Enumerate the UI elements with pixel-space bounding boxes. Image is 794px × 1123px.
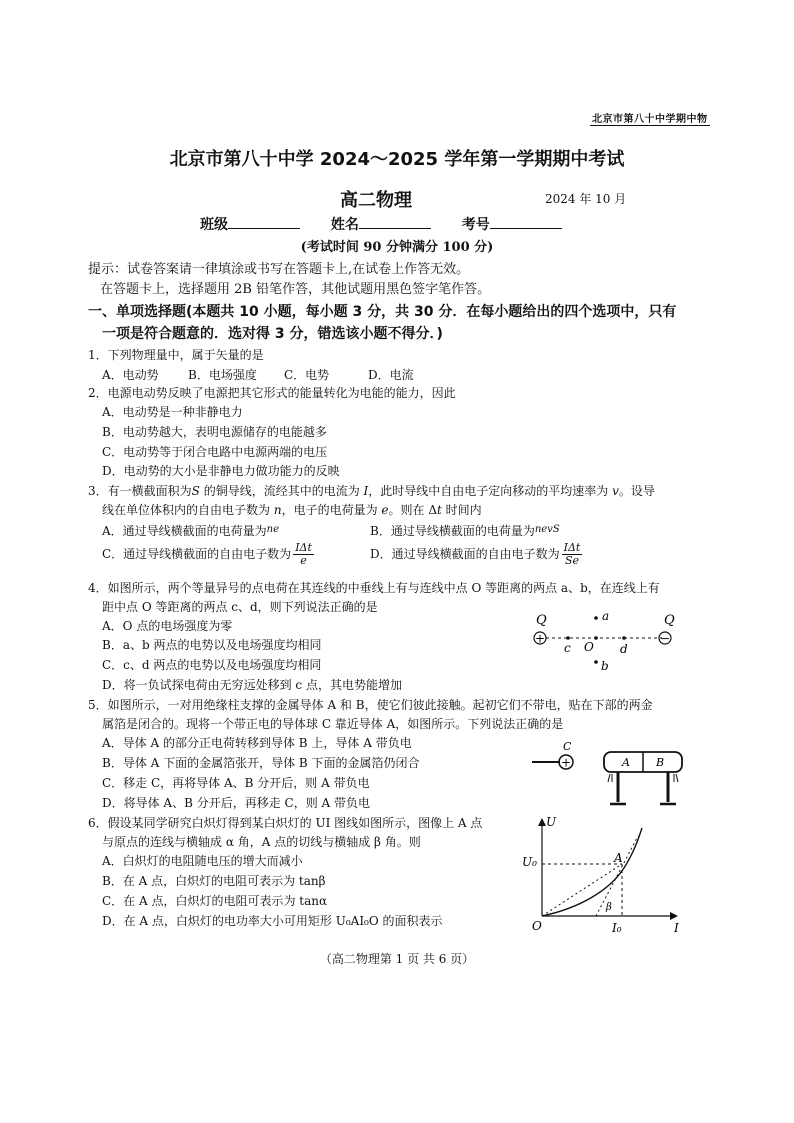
q4-stem-line-1: 4．如图所示，两个等量异号的点电荷在其连线的中垂线上有与连线中点 O 等距离的两点 a、b，在连线上有 (88, 581, 660, 595)
q6-fig-i-axis-arrow (670, 912, 678, 920)
q3-option-a-text: A．通过导线横截面的电荷量为 (102, 524, 267, 538)
q3-var-n: n (273, 503, 282, 517)
q3-stem-part-3: ，此时导线中自由电子定向移动的平均速率为 (368, 484, 613, 498)
class-field-label: 班级 (200, 217, 228, 233)
q3-stem-part-1: 3．有一横截面积为 (88, 484, 192, 498)
q5-option-c: C．移走 C，再将导体 A、B 分开后，则 A 带负电 (102, 776, 370, 790)
q6-ui-graph (520, 812, 686, 938)
q4-fig-point-o (594, 636, 598, 640)
q3-option-b-text: B．通过导线横截面的电荷量为 (370, 524, 535, 538)
tip-line-1: 提示：试卷答案请一律填涂或书写在答题卡上,在试卷上作答无效。 (88, 262, 470, 277)
q6-stem-line-2: 与原点的连线与横轴成 α 角，A 点的切线与横轴成 β 角。则 (102, 835, 421, 849)
q3-line2-part-d: 时间内 (441, 503, 482, 517)
exam-date: 2024 年 10 月 (545, 192, 627, 206)
exam-time: (考试时间 90 分钟满分 100 分) (300, 240, 494, 255)
q3-option-a-expr: ne (266, 524, 280, 535)
q3-option-d-fraction (562, 542, 583, 567)
q5-option-d: D．将导体 A、B 分开后，再移走 C，则 A 带负电 (102, 796, 371, 810)
section-1-line-2: 一项是符合题意的．选对得 3 分，错选该小题不得分．) (102, 326, 443, 342)
subject-title: 高二物理 (340, 190, 412, 211)
q2-option-b: B．电动势越大，表明电源储存的电能越多 (102, 425, 327, 439)
q3-option-d (370, 542, 584, 567)
q6-option-d: D．在 A 点，白炽灯的电功率大小可用矩形 U₀AI₀O 的面积表示 (102, 914, 443, 928)
q5-stem-line-2: 属箔是闭合的。现将一个带正电的导体球 C 靠近导体 A，如图所示。下列说法正确的是 (102, 717, 564, 731)
q4-fig-point-d (622, 636, 626, 640)
q6-fig-ui-curve (542, 828, 642, 916)
q6-option-c: C．在 A 点，白炽灯的电阻可表示为 tanα (102, 894, 328, 908)
q6-fig-u-axis-arrow (538, 818, 546, 826)
q4-option-d: D．将一负试探电荷由无穷远处移到 c 点，其电势能增加 (102, 678, 402, 692)
q5-fig-label-c: C (563, 740, 572, 753)
header-tag: 北京市第八十中学期中物 (590, 110, 710, 126)
q6-fig-label-i0: I₀ (612, 921, 622, 935)
q4-fig-minus-sign: − (659, 631, 671, 646)
q2-option-d: D．电动势的大小是非静电力做功能力的反映 (102, 464, 340, 478)
q3-var-e: e (381, 503, 389, 517)
q3-stem-part-4: 。设导 (618, 484, 655, 498)
q4-option-b: B．a、b 两点的电势以及电场强度均相同 (102, 638, 322, 652)
q2-stem: 2．电源电动势反映了电源把其它形式的能量转化为电能的能力，因此 (88, 386, 456, 400)
q4-fig-label-d: d (620, 642, 628, 656)
q4-fig-label-o: O (584, 640, 594, 654)
q2-option-c: C．电动势等于闭合电路中电源两端的电压 (102, 445, 328, 459)
q4-fig-label-b: b (601, 659, 609, 673)
q3-line2-part-b: ，电子的电荷量为 (281, 503, 382, 517)
q3-stem-line-1 (88, 482, 655, 501)
q3-option-b (370, 520, 560, 542)
q5-fig-foil-a1 (608, 774, 610, 782)
q4-fig-label-q-left: Q (536, 613, 547, 628)
q3-var-s: S (191, 484, 200, 498)
q4-option-c: C．c、d 两点的电势以及电场强度均相同 (102, 658, 322, 672)
id-field-label: 考号 (461, 217, 490, 233)
q4-fig-point-b (594, 660, 598, 664)
q3-option-b-expr: nevS (534, 524, 560, 535)
q4-stem-line-2: 距中点 O 等距离的两点 c、d，则下列说法正确的是 (102, 600, 378, 614)
q3-option-a (102, 520, 279, 542)
q6-option-a: A．白炽灯的电阻随电压的增大而减小 (102, 854, 303, 868)
q5-fig-foil-b2 (676, 774, 678, 782)
id-field-blank (490, 214, 562, 229)
q5-fig-label-b: B (655, 756, 665, 769)
q3-option-c (102, 542, 316, 567)
q3-option-c-fraction (293, 542, 314, 567)
q6-fig-label-u0: U₀ (522, 855, 537, 869)
q5-stem-line-1: 5．如图所示，一对用绝缘柱支撑的金属导体 A 和 B，使它们彼此接触。起初它们不带电，贴在下部的两金 (88, 698, 653, 712)
q4-option-a: A．O 点的电场强度为零 (102, 619, 233, 633)
q4-fig-label-c: c (564, 641, 571, 655)
name-field-blank (359, 214, 431, 229)
q3-var-v: v (612, 484, 619, 498)
tip-line-2: 在答题卡上，选择题用 2B 铅笔作答，其他试题用黑色签字笔作答。 (100, 282, 491, 297)
q6-fig-label-u: U (546, 815, 557, 829)
q1-option-c: C．电势 (284, 368, 330, 382)
q5-conductors-figure (530, 738, 690, 812)
section-1-line-1: 一、单项选择题(本题共 10 小题，每小题 3 分，共 30 分．在每小题给出的四个选项中，只有 (88, 304, 677, 320)
q3-stem-part-2: 的铜导线，流经其中的电流为 (199, 484, 364, 498)
q1-option-b: B．电场强度 (188, 368, 257, 382)
q3-line2-part-c: 。则在 Δ (388, 503, 437, 517)
q5-fig-plus-sign: + (560, 755, 572, 770)
exam-title: 北京市第八十中学 2024～2025 学年第一学期期中考试 (169, 149, 625, 170)
q5-option-b: B．导体 A 下面的金属箔张开，导体 B 下面的金属箔仍闭合 (102, 756, 420, 770)
q6-option-b: B．在 A 点，白炽灯的电阻可表示为 tanβ (102, 874, 326, 888)
q6-fig-label-beta: β (606, 902, 612, 913)
q6-fig-label-o: O (532, 919, 542, 933)
q3-option-d-text: D．通过导线横截面的自由电子数为 (370, 547, 560, 561)
q2-option-a: A．电动势是一种非静电力 (102, 405, 243, 419)
q3-line2-part-a: 线在单位体积内的自由电子数为 (102, 503, 274, 517)
q4-fig-point-a (594, 616, 598, 620)
q3-option-c-text: C．通过导线横截面的自由电子数为 (102, 547, 292, 561)
q4-charges-figure (526, 606, 688, 678)
student-info-fields (200, 214, 588, 234)
q6-fig-label-i: I (674, 921, 679, 935)
name-field-label: 姓名 (330, 217, 359, 233)
q1-stem: 1．下列物理量中，属于矢量的是 (88, 348, 264, 362)
q4-fig-plus-sign: + (534, 631, 546, 646)
q3-var-i: I (363, 484, 369, 498)
q3-stem-line-2 (102, 501, 482, 520)
q3-option-d-denominator: Se (564, 554, 579, 567)
q3-var-t: t (436, 503, 442, 517)
q4-fig-point-c (566, 636, 570, 640)
q5-option-a: A．导体 A 的部分正电荷转移到导体 B 上，导体 A 带负电 (102, 736, 412, 750)
q1-option-a: A．电动势 (102, 368, 159, 382)
q1-option-d: D．电流 (368, 368, 414, 382)
q3-option-c-denominator: e (300, 554, 307, 567)
q5-fig-label-a: A (622, 756, 630, 769)
q3-option-d-numerator: IΔt (563, 541, 581, 554)
page-footer: （高二物理第 1 页 共 6 页） (319, 952, 475, 966)
q4-fig-label-a: a (602, 609, 610, 623)
class-field-blank (228, 214, 300, 229)
q6-fig-tangent-line (596, 836, 638, 916)
q3-option-c-numerator: IΔt (295, 541, 312, 554)
q6-stem-line-1: 6．假设某同学研究白炽灯得到某白炽灯的 UI 图线如图所示，图像上 A 点 (88, 816, 483, 830)
q6-fig-label-a: A (614, 851, 623, 865)
q4-fig-label-q-right: Q (664, 613, 675, 628)
